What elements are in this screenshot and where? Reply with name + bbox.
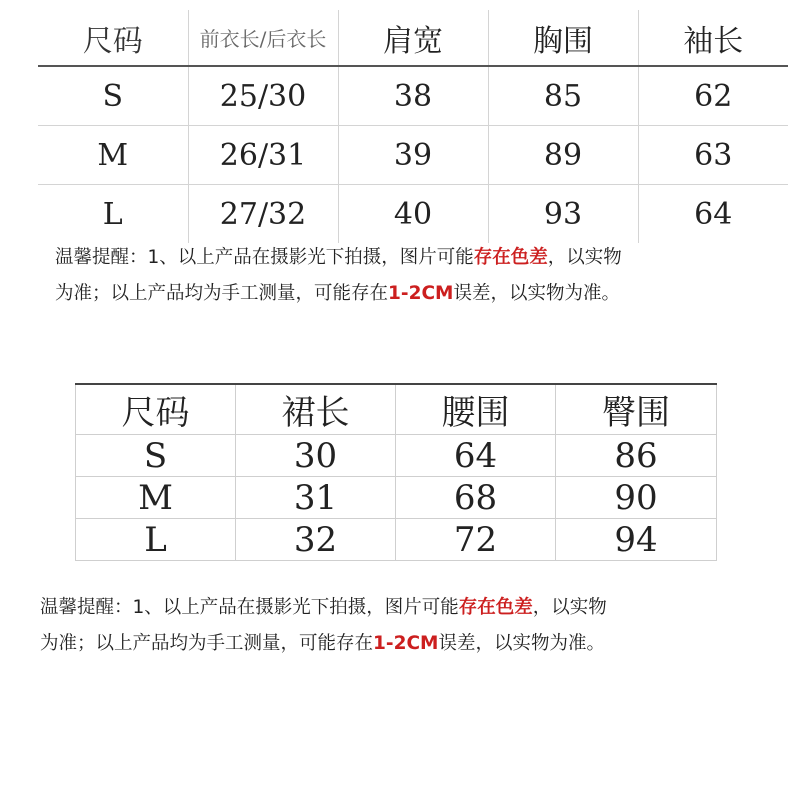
table-cell: L — [76, 519, 236, 561]
header-cell-size: 尺码 — [38, 10, 188, 66]
table-row — [38, 66, 788, 126]
notice-line — [55, 240, 622, 276]
table-cell: S — [76, 435, 236, 477]
notice-line — [40, 590, 607, 626]
notice-text: ，以实物 — [547, 247, 622, 268]
table-cell: 90 — [556, 477, 717, 519]
bottom-size-table — [75, 383, 717, 561]
notice-text: 为准；以上产品均为手工测量，可能存在 — [55, 283, 389, 304]
table-row — [76, 519, 717, 561]
table-cell: 26/31 — [188, 126, 338, 185]
table-header-row — [76, 384, 717, 435]
table-cell: 64 — [396, 435, 556, 477]
table-cell: 62 — [638, 66, 788, 126]
header-cell-skirt-length: 裙长 — [236, 384, 396, 435]
table-cell: 85 — [488, 66, 638, 126]
notice-line — [55, 276, 622, 312]
header-cell-sleeve: 袖长 — [638, 10, 788, 66]
top-size-table — [38, 10, 788, 243]
table-cell: 40 — [338, 185, 488, 244]
table-row — [38, 185, 788, 244]
table-cell: 27/32 — [188, 185, 338, 244]
header-cell-length: 前衣长/后衣长 — [188, 10, 338, 66]
table-cell: 30 — [236, 435, 396, 477]
notice-text: 温馨提醒：1、以上产品在摄影光下拍摄，图片可能 — [55, 247, 474, 268]
header-cell-hip: 臀围 — [556, 384, 717, 435]
notice-highlight: 1-2CM — [373, 633, 439, 654]
notice-line — [40, 626, 607, 662]
table-cell: 89 — [488, 126, 638, 185]
table-cell: 68 — [396, 477, 556, 519]
header-cell-waist: 腰围 — [396, 384, 556, 435]
table-cell: 93 — [488, 185, 638, 244]
table-cell: 32 — [236, 519, 396, 561]
table-cell: 94 — [556, 519, 717, 561]
notice-highlight: 1-2CM — [388, 283, 454, 304]
header-cell-size: 尺码 — [76, 384, 236, 435]
header-cell-shoulder: 肩宽 — [338, 10, 488, 66]
table-cell: 39 — [338, 126, 488, 185]
table-cell: 25/30 — [188, 66, 338, 126]
table-row — [38, 126, 788, 185]
table-cell: 64 — [694, 196, 733, 232]
table-cell: 38 — [338, 66, 488, 126]
table-cell: 31 — [236, 477, 396, 519]
table-header-row — [38, 10, 788, 66]
header-cell-chest: 胸围 — [488, 10, 638, 66]
table-cell: L — [38, 185, 188, 244]
table-cell: 63 — [638, 126, 788, 185]
notice-highlight: 存在色差 — [473, 247, 548, 268]
table-row — [76, 435, 717, 477]
table-cell: 86 — [556, 435, 717, 477]
table-cell: S — [38, 66, 188, 126]
notice-text: 温馨提醒：1、以上产品在摄影光下拍摄，图片可能 — [40, 597, 459, 618]
notice-text: 为准；以上产品均为手工测量，可能存在 — [40, 633, 374, 654]
table-cell: 72 — [396, 519, 556, 561]
table-row — [76, 477, 717, 519]
notice-text-bottom — [40, 590, 607, 662]
table-cell: M — [38, 126, 188, 185]
notice-text: 误差，以实物为准。 — [438, 633, 605, 654]
notice-text: 误差，以实物为准。 — [453, 283, 620, 304]
notice-text: ，以实物 — [532, 597, 607, 618]
notice-text-top — [55, 240, 622, 312]
notice-highlight: 存在色差 — [458, 597, 533, 618]
table-cell: M — [76, 477, 236, 519]
